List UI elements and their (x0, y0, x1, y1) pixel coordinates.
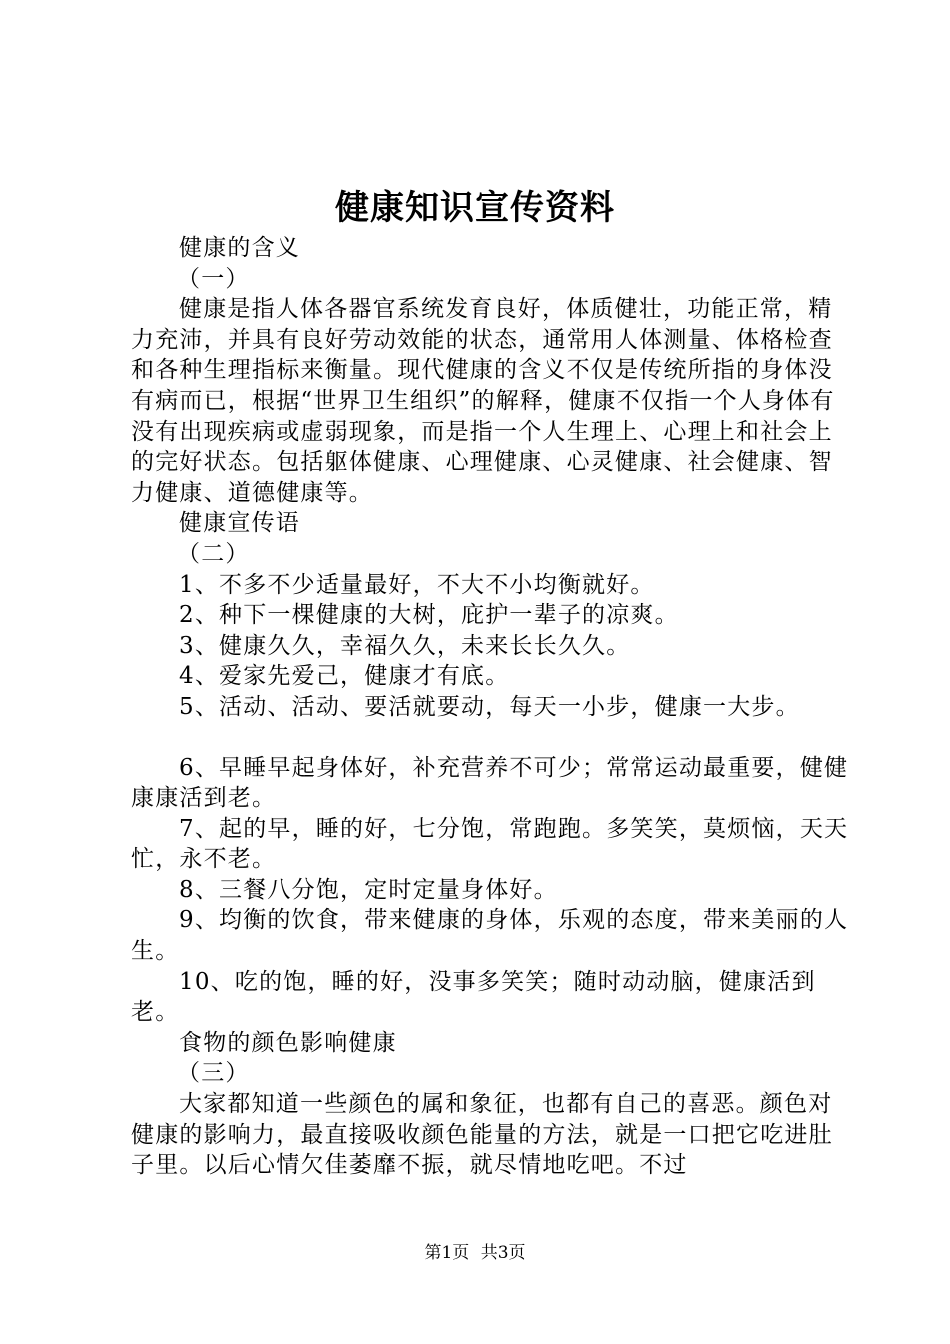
list-item: 1、不多不少适量最好，不大不小均衡就好。 (179, 571, 655, 598)
section-heading: 食物的颜色影响健康 (179, 1029, 397, 1056)
section-number: （二） (177, 540, 250, 567)
blank-line (131, 723, 851, 753)
section-heading: 健康的含义 (179, 235, 300, 261)
page-footer (0, 1241, 950, 1265)
list-item: 3、健康久久，幸福久久，未来长长久久。 (179, 632, 631, 659)
list-item: 7、起的早，睡的好，七分饱，常跑跑。多笑笑，莫烦恼，天天忙，永不老。 (131, 815, 849, 873)
page-number: 第1页 (424, 1243, 470, 1263)
section-number: （一） (177, 265, 250, 292)
document-body (131, 233, 851, 1181)
section-heading: 健康宣传语 (179, 510, 300, 537)
document-title: 健康知识宣传资料 (335, 188, 615, 228)
list-item: 2、种下一棵健康的大树，庇护一辈子的凉爽。 (179, 602, 679, 629)
list-item: 10、吃的饱，睡的好，没事多笑笑；随时动动脑，健康活到老。 (131, 968, 816, 1026)
page-total: 共3页 (480, 1243, 526, 1263)
paragraph: 健康是指人体各器官系统发育良好，体质健壮，功能正常，精力充沛，并具有良好劳动效能的状态，通常用人体测量、体格检查和各种生理指标来衡量。现代健康的含义不仅是传统所指的身体没有病而已，根据“世界卫生组织”的解释，健康不仅指一个人身体有没有出现疾病或虚弱现象，而是指一个人生理上、心理上和社会上的完好状态。包括躯体健康、心理健康、心灵健康、社会健康、智力健康、道德健康等。 (131, 296, 835, 506)
list-item: 8、三餐八分饱，定时定量身体好。 (179, 876, 558, 903)
list-item: 9、均衡的饮食，带来健康的身体，乐观的态度，带来美丽的人生。 (131, 907, 849, 965)
list-item: 5、活动、活动、要活就要动，每天一小步，健康一大步。 (179, 693, 800, 720)
paragraph: 大家都知道一些颜色的属和象征，也都有自己的喜恶。颜色对健康的影响力，最直接吸收颜色能量的方法，就是一口把它吃进肚子里。以后心情欠佳萎靡不振，就尽情地吃吧。不过 (131, 1091, 833, 1179)
list-item: 6、早睡早起身体好，补充营养不可少；常常运动最重要，健健康康活到老。 (131, 754, 849, 812)
section-number: （三） (177, 1060, 250, 1087)
list-item: 4、爱家先爱己，健康才有底。 (179, 663, 510, 690)
